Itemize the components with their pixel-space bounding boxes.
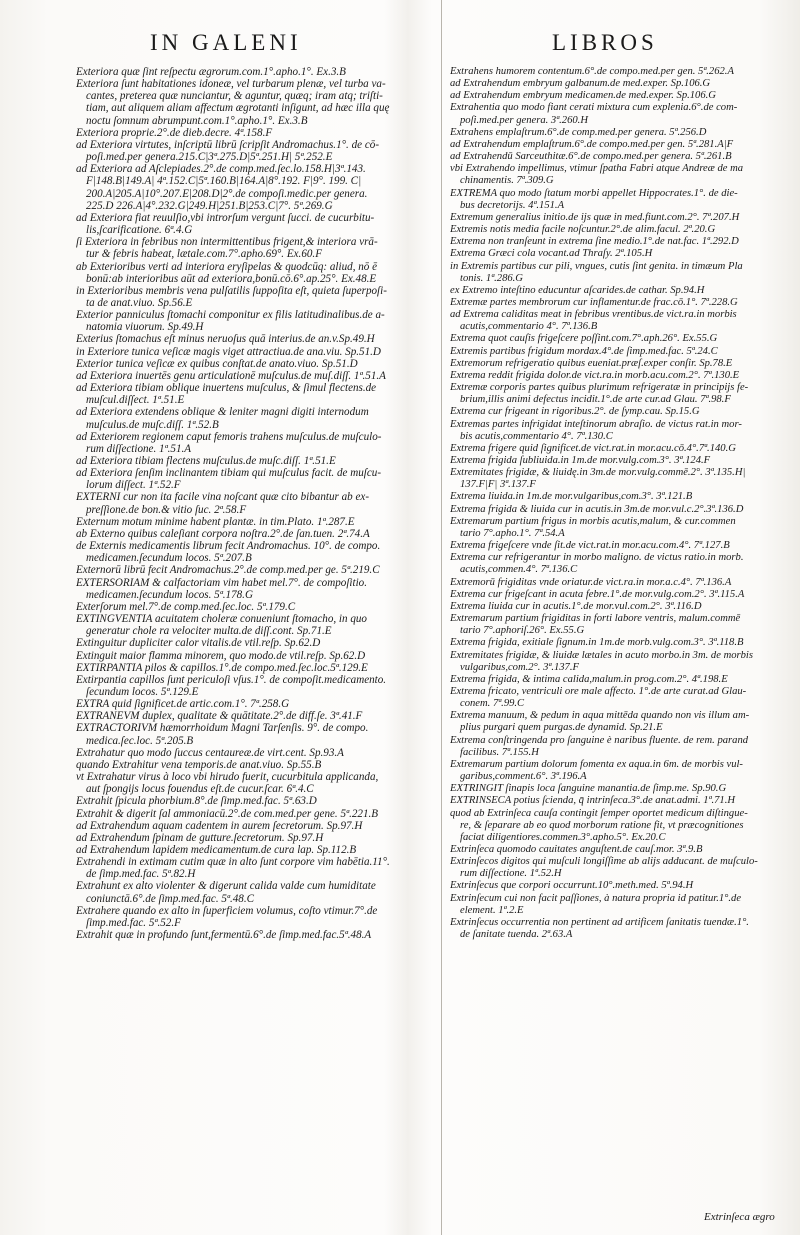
index-entry (450, 358, 788, 370)
index-column-right (450, 66, 788, 941)
index-entry (450, 516, 788, 540)
index-entry-line: Extrema frigida & liuida cur in acutis.in 3m.de mor.vul.c.2°.3ª.136.D (450, 503, 744, 515)
index-entry-line: EXTERSORIAM & calfactoriam vim habet mel.7°. de compoſitio. (76, 576, 367, 589)
index-entry-line: lis,ſcarificatione. 6ª.4.G (86, 224, 193, 237)
index-entry (450, 577, 788, 589)
index-entry-line: Extrahatur quo modo ſuccus centaureæ.de virt.cent. Sp.93.A (76, 746, 344, 759)
index-entry-line: noctu ſomnum abrumpunt.com.1°.apho.1°. Ex.3.B (86, 114, 308, 127)
index-entry-line: tario 7°.apho.1°. 7ª.54.A (460, 527, 565, 539)
index-entry-line: Extrahens humorem contentum.6°.de compo.med.per gen. 5ª.262.A (450, 66, 734, 77)
index-entry (76, 382, 431, 406)
index-entry (76, 309, 431, 333)
index-entry (450, 880, 788, 892)
index-entry-line: de ſimp.med.fac. 5ª.82.H (86, 868, 196, 881)
index-entry-line: 200.A|205.A|10°.207.E|208.D|2°.de compoſi.medic.per genera. (86, 187, 368, 200)
index-entry-line: Extremarum partium dolorum fomenta ex aqua.in 6m. de morbis vul- (450, 758, 743, 770)
index-entry-line: plius purgari quem purgas.de dynamid. Sp.21.E (460, 722, 663, 734)
index-entry (450, 589, 788, 601)
index-entry-line: 137.F|F| 3ª.137.F (460, 479, 536, 491)
index-entry (76, 528, 431, 540)
index-entry-line: vt Extrahatur virus à loco vbi hirudo fuerit, cucurbitula applicanda, (76, 771, 379, 784)
index-entry (76, 613, 431, 637)
index-entry (76, 467, 431, 491)
index-entry (450, 455, 788, 467)
index-entry-line: Extremarum partium frigus in morbis acutis,malum, & cur.commen (450, 515, 736, 527)
index-entry-line: Exterius ſtomachus eſt minus neruoſus quā interius.de an.v.Sp.49.H (76, 333, 375, 346)
index-entry-line: ad Extrahendum emplaſtrum.6°.de compo.med.per gen. 5ª.281.A|F (450, 138, 734, 150)
index-entry (450, 382, 788, 406)
index-entry (450, 491, 788, 503)
index-entry-line: poſi.med.per genera.215.C|3ª.275.D|5ª.251.H| 5ª.252.E (86, 151, 333, 164)
index-entry (450, 127, 788, 139)
index-entry-line: bis acutis,commentario 4°. 7ª.130.C (460, 430, 613, 442)
index-entry-line: acutis,commentario 4°. 7ª.136.B (460, 321, 598, 333)
index-entry-line: EXTRINSECA potius ſcienda, q̄ intrinſeca.3°.de anat.admi. 1ª.71.H (450, 795, 736, 807)
index-entry-line: quando Extrahitur vena temporis.de anat.viuo. Sp.55.B (76, 758, 322, 771)
index-entry-line: ad Exteriorem regionem caput femoris trahens muſculus.de muſculo- (76, 430, 382, 443)
index-entry-line: Extrema Græci cola vocant.ad Thraſy. 2ª.105.H (450, 248, 653, 260)
index-entry-line: ab Exterioribus verti ad interiora eryſipelas & quodcūq: aliud, nō ē (76, 260, 378, 273)
index-entry (450, 613, 788, 637)
index-entry (76, 771, 431, 795)
index-entry-line: ad Extrahendum lapidem medicamentum.de cura lap. Sp.112.B (76, 844, 357, 856)
index-entry-line: Exterior tunica veſicæ ex quibus conſtat.de anato.viuo. Sp.51.D (76, 357, 358, 370)
index-entry (450, 309, 788, 333)
index-entry (76, 880, 431, 904)
index-entry-line: cantes, preterea quæ nunciantur, & aguntur, quæq; iram atq; triſti- (86, 90, 383, 103)
index-entry (450, 90, 788, 102)
index-entry-line: EXTREMA quo modo ſtatum morbi appellet Hippocrates.1°. de die- (450, 187, 738, 199)
index-entry (76, 236, 431, 260)
index-entry (76, 856, 431, 880)
index-entry-line: Extrinſeca quomodo cauitates anguſtent.de cauſ.mor. 3ª.9.B (450, 844, 703, 855)
index-entry (450, 151, 788, 163)
index-entry-line: Extrema quot cauſis frigeſcere poſſint.com.7°.aph.26°. Ex.55.G (450, 333, 718, 345)
index-entry-line: EXTRACTORIVM hæmorrhoidum Magni Tarſenſis. 9°. de compo. (76, 722, 369, 735)
index-entry-line: re, & ſeparare ab eo quod morborum ratione fit, vt præcognitiones (460, 819, 744, 831)
index-entry-line: medicamen.ſecundum locos. 5ª.178.G (86, 588, 253, 601)
index-entry (450, 297, 788, 309)
index-entry (450, 261, 788, 285)
index-entry-line: ad Exteriora extendens oblique & leniter magni digiti internodum (76, 406, 369, 419)
index-entry-line: ad Exteriora tibiam flectens muſculus.de muſc.diſſ. 1ª.51.E (76, 455, 336, 467)
index-entry (450, 370, 788, 382)
index-entry (76, 747, 431, 759)
index-entry-line: ad Exteriora fiat reuulſio,vbi introrſum vergunt ſucci. de cucurbitu- (76, 211, 375, 224)
index-entry (76, 577, 431, 601)
index-entry (76, 832, 431, 844)
index-entry-line: facilibus. 7ª.155.H (460, 746, 539, 758)
index-entry (450, 163, 788, 187)
index-entry (76, 212, 431, 236)
index-entry-line: Extremitates frigidæ, & liuidę.in 3m.de mor.vulg.commē.2°. 3ª.135.H| (450, 467, 746, 479)
index-entry-line: tiam, aut aliquem aliam affectum ægrotanti inſigunt, ad hæc illa quę (86, 102, 390, 115)
index-entry-line: Extremas partes infrigidat inteſtinorum abraſio. de victus rat.in mor- (450, 418, 742, 430)
index-entry-line: tur & febris habeat, lætale.com.7°.apho.69°. Ex.60.F (86, 248, 322, 261)
index-entry-line: 225.D 226.A|4°.232.G|249.H|251.B|253.C|7°. 5ª.269.G (86, 199, 333, 212)
index-entry-line: garibus,comment.6°. 3ª.196.A (460, 771, 587, 783)
index-entry (450, 856, 788, 880)
index-entry-line: EXTRA quid ſignificet.de artic.com.1°. 7ª.258.G (76, 698, 290, 711)
index-entry-line: ad Exteriora ad Aſclepiades.2°.de comp.med.ſec.lo.158.H|3ª.143. (76, 163, 366, 176)
index-entry-line: Extremum generalius initio.de ijs quæ in med.fiunt.com.2°. 7ª.207.H (450, 211, 740, 223)
index-entry-line: medica.ſec.loc. 5ª.205.B (86, 734, 194, 747)
index-entry (450, 346, 788, 358)
index-entry (450, 783, 788, 795)
index-entry (450, 406, 788, 418)
index-entry-line: de ſanitate tuenda. 2ª.63.A (460, 929, 573, 941)
index-entry-line: ſimp.med.fac. 5ª.52.F (86, 916, 181, 929)
index-entry (76, 662, 431, 674)
index-entry-line: EXTERNI cur non ita facile vina noſcant quæ cito bibantur ab ex- (76, 491, 370, 504)
index-entry-line: ad Extrahendum embryum galbanum.de med.exper. Sp.106.G (450, 78, 711, 90)
index-entry-line: Extrema manuum, & pedum in aqua mittēda quando non vis illum am- (450, 710, 750, 722)
index-entry-line: de Externis medicamentis librum fecit Andromachus. 10°. de compo. (76, 540, 381, 553)
index-entry-line: chinamentis. 7ª.309.G (460, 175, 554, 187)
index-entry-line: aut ſpongijs locus fouendus eſt.de cucur.ſcar. 6ª.4.C (86, 783, 314, 796)
index-entry-line: Exteriora proprie.2°.de dieb.decre. 4ª.158.F (76, 126, 273, 139)
index-entry-line: Extrema cur refrigerantur in morbo maligno. de victus ratio.in morb. (450, 552, 744, 564)
index-entry-line: ad Extrahendum ſpinam de gutture.ſecretorum. Sp.97.H (76, 831, 324, 844)
index-entry (76, 431, 431, 455)
index-entry-line: Extrema cur frigeant in rigoribus.2°. de ſymp.cau. Sp.15.G (450, 406, 700, 418)
index-entry-line: rum diſſectione. 1ª.51.A (86, 442, 192, 455)
index-entry-line: generatur chole ra velociter multa.de diſſ.cont. Sp.71.E (86, 625, 332, 638)
index-entry-line: acutis,commen.4°. 7ª.136.C (460, 564, 578, 576)
index-entry-line: muſcul.diſſect. 1ª.51.E (86, 394, 185, 407)
index-entry-line: ad Extrema caliditas meat in febribus vrentibus.de vict.ra.in morbis (450, 309, 737, 321)
index-entry (76, 127, 431, 139)
index-entry-line: ab Externo quibus caleſiant corpora noſtra.2°.de ſan.tuen. 2ª.74.A (76, 527, 370, 540)
index-entry-line: Externum motum minime habent plantæ. in tim.Plato. 1ª.287.E (76, 515, 355, 528)
index-entry-line: rum diſſectione. 1ª.52.H (460, 868, 562, 880)
index-entry (76, 139, 431, 163)
index-entry (76, 285, 431, 309)
index-entry-line: Extrinſecus occurrentia non pertinent ad artificem ſanitatis tuendæ.1°. (450, 916, 749, 928)
index-entry (76, 601, 431, 613)
index-entry-line: ad Exteriora inuertēs genu articulationē muſculus.de muſ.diſſ. 1ª.51.A (76, 369, 386, 382)
index-entry-line: Extrahentia quo modo fiant cerati mixtura cum explenia.6°.de com- (450, 102, 738, 114)
index-entry (450, 686, 788, 710)
index-entry-line: Extremis notis media facile noſcuntur.2°.de alim.facul. 2ª.20.G (450, 224, 716, 236)
index-entry-line: Extrahit & digerit ſal ammoniacū.2°.de com.med.per gene. 5ª.221.B (76, 807, 379, 820)
index-entry-line: Extrahit ſpicula phorbium.8°.de ſimp.med.fac. 5ª.63.D (76, 795, 317, 808)
index-entry-line: conem. 7ª.99.C (460, 698, 525, 710)
index-entry (76, 929, 431, 941)
index-entry (76, 78, 431, 127)
index-entry (76, 346, 431, 358)
index-entry (450, 795, 788, 807)
index-entry-line: natomia viuorum. Sp.49.H (86, 321, 204, 334)
index-entry (76, 358, 431, 370)
index-entry (450, 650, 788, 674)
index-column-left (76, 66, 431, 941)
index-entry (76, 795, 431, 807)
index-entry-line: tonis. 1ª.286.G (460, 272, 523, 284)
index-entry (76, 698, 431, 710)
index-entry-line: muſculus.de muſc.diſſ. 1ª.52.B (86, 418, 219, 431)
index-entry (450, 552, 788, 576)
index-entry (450, 844, 788, 856)
index-entry-line: element. 1ª.2.E (460, 904, 524, 916)
index-entry-line: medicamen.ſecundum locos. 5ª.207.B (86, 552, 252, 565)
index-entry (450, 236, 788, 248)
index-entry (450, 285, 788, 297)
index-entry-line: bonū:ab interioribus aūt ad exteriora,bonū.cō.6°.ap.25°. Ex.48.E (86, 272, 377, 285)
index-entry (76, 261, 431, 285)
index-entry (450, 78, 788, 90)
index-entry (450, 710, 788, 734)
index-entry-line: Extrema frigida, & intima calida,malum.in prog.com.2°. 4ª.198.E (450, 673, 728, 685)
index-entry-line: Extrema frigida, exitiale ſignum.in 1m.de morb.vulg.com.3°. 3ª.118.B (450, 637, 744, 649)
index-entry-line: Exteriora quæ ſint reſpectu ægrorum.com.1°.apho.1°. Ex.3.B (76, 66, 346, 78)
index-entry-line: preſſione.de bon.& vitio ſuc. 2ª.58.F (86, 503, 247, 516)
index-entry-line: Extrema fricato, ventriculi ore male affecto. 1°.de arte curat.ad Glau- (450, 685, 747, 697)
index-entry-line: Extrinſecos digitos qui muſculi longiſſime ab alijs adducant. de muſculo- (450, 856, 758, 868)
index-entry-line: coniunctā.6°.de ſimp.med.fac. 5ª.48.C (86, 892, 255, 905)
index-entry (76, 163, 431, 212)
index-entry (76, 66, 431, 78)
index-entry-line: Extremorū frigiditas vnde oriatur.de vict.ra.in mor.a.c.4°. 7ª.136.A (450, 576, 732, 588)
index-entry-line: ad Extrahendum embryum medicamen.de med.exper. Sp.106.G (450, 90, 716, 102)
index-entry-line: Extrahendi in extimam cutim quæ in alto ſunt corpore vim habētia.11°. (76, 856, 390, 869)
index-entry-line: brium,illis animi defectus incidit.1°.de arte cur.ad Glau. 7ª.98.F (460, 394, 731, 406)
index-entry-line: Extremarum partium frigiditas in forti labore ventris, malum.commē (450, 613, 741, 625)
index-entry-line: EXTIRPANTIA pilos & capillos.1°.de compo.med.ſec.loc.5ª.129.E (76, 661, 368, 674)
index-entry (76, 370, 431, 382)
index-entry-line: Extrema liuida.in 1m.de mor.vulgaribus,com.3°. 3ª.121.B (450, 491, 693, 503)
index-entry-line: poſi.med.per genera. 3ª.260.H (460, 114, 588, 126)
index-entry (450, 102, 788, 126)
index-entry (450, 637, 788, 649)
index-entry-line: Extrema cur frigeſcant in acuta febre.1°.de mor.vulg.com.2°. 3ª.115.A (450, 588, 745, 600)
index-entry-line: EXTRANEVM duplex, qualitate & quātitate.2°.de diff.ſe. 3ª.41.F (76, 710, 363, 723)
index-entry-line: lorum diſſect. 1ª.52.F (86, 479, 181, 492)
index-entry (450, 504, 788, 516)
index-entry (450, 601, 788, 613)
index-entry (450, 139, 788, 151)
index-entry (450, 759, 788, 783)
index-entry (450, 443, 788, 455)
index-entry-line: Extrema frigere quid ſignificet.de vict.rat.in mor.acu.cō.4°.7ª.140.G (450, 442, 736, 454)
index-entry (450, 674, 788, 686)
index-entry-line: vbi Extrahendo impellimus, vtimur ſpatha Fabri atque Andreæ de ma (450, 163, 744, 175)
index-entry (450, 66, 788, 78)
gutter-line (441, 0, 442, 1235)
index-entry (76, 710, 431, 722)
index-entry (76, 808, 431, 820)
index-entry (450, 224, 788, 236)
index-entry (76, 820, 431, 832)
index-entry-line: ex Extremo inteſtino educuntur aſcarides.de cathar. Sp.94.H (450, 284, 705, 296)
index-entry-line: vulgaribus,com.2°. 3ª.137.F (460, 661, 579, 673)
index-entry (450, 467, 788, 491)
index-entry (76, 406, 431, 430)
index-entry-line: Exteriora ſunt habitationes idoneæ, vel turbarum plenæ, vel turba va- (76, 78, 386, 91)
index-entry-line: Extirpantia capillos ſunt periculoſi vſus.1°. de compoſit.medicamento. (76, 673, 387, 686)
index-entry-line: Extinguit maior flamma minorem, quo modo.de vtil.reſp. Sp.62.D (76, 649, 366, 662)
index-entry (76, 905, 431, 929)
index-entry-line: Extrema frigida ſubliuida.in 1m.de mor.vulg.com.3°. 3ª.124.F (450, 455, 711, 466)
index-entry (76, 674, 431, 698)
index-entry-line: Extrahit quæ in profundo ſunt,fermentū.6°.de ſimp.med.fac.5ª.48.A (76, 929, 372, 942)
index-entry-line: in Exterioribus membris vena pulſatilis ſuppoſita eſt, quieta ſuperpoſi- (76, 284, 387, 297)
index-entry (450, 735, 788, 759)
index-entry (450, 540, 788, 552)
running-header-left: IN GALENI (150, 30, 302, 55)
index-entry (76, 650, 431, 662)
index-entry-line: Externorū librū fecit Andromachus.2°.de comp.med.per ge. 5ª.219.C (76, 564, 380, 577)
index-entry (76, 540, 431, 564)
index-entry-line: Extremis partibus frigidum mordax.4°.de ſimp.med.fac. 5ª.24.C (450, 345, 718, 357)
index-entry-line: Extremæ partes membrorum cur inflamentur.de frac.cō.1°. 7ª.228.G (450, 296, 738, 308)
index-entry (76, 637, 431, 649)
index-entry-line: Extrahere quando ex alto in ſuperficiem volumus, coſto vtimur.7°.de (76, 904, 378, 917)
index-entry-line: Extrinſecus que corpori occurrunt.10°.meth.med. 5ª.94.H (450, 880, 694, 892)
index-entry-line: ſi Exteriora in febribus non intermittentibus frigent,& interiora vrā- (76, 236, 378, 249)
index-entry (76, 564, 431, 576)
index-entry (450, 808, 788, 844)
index-entry-line: faciat diligentiores.commen.3°.apho.5°. Ex.20.C (460, 831, 666, 843)
index-entry (76, 759, 431, 771)
index-entry-line: ad Exteriora virtutes, inſcriptū librū ſcripſit Andromachus.1°. de cō- (76, 138, 380, 151)
index-entry (450, 212, 788, 224)
index-entry-line: ſecundum locos. 5ª.129.E (86, 685, 199, 698)
index-entry-line: ta de anat.viuo. Sp.56.E (86, 296, 193, 309)
index-entry (76, 722, 431, 746)
index-entry-line: Extrema conſtringenda pro ſanguine è naribus fluente. de rem. parand (450, 734, 749, 746)
index-entry-line: Extrema reddit frigida dolor.de vict.ra.in morb.acu.com.2°. 7ª.130.E (450, 369, 740, 381)
index-entry-line: in Exteriore tunica veſicæ magis viget attractiua.de ana.viu. Sp.51.D (76, 345, 381, 358)
index-entry (450, 893, 788, 917)
index-entry-line: Extremorum refrigeratio quibus eueniat.præſ.exper conſir. Sp.78.E (450, 357, 733, 369)
catchword: Extrinſeca ægro (704, 1211, 775, 1223)
index-entry-line: Exterior panniculus ſtomachi componitur ex filis latitudinalibus.de a- (76, 309, 385, 322)
index-entry-line: Extremæ corporis partes quibus plurimum refrigeratæ in principijs fe- (450, 382, 749, 394)
index-entry-line: quod ab Extrinſeca cauſa contingit ſemper oportet medicum diſtingue- (450, 807, 748, 819)
index-entry-line: Extrinſecum cui non facit paſſiones, à natura propria id patitur.1°.de (450, 892, 742, 904)
index-entry-line: EXTINGVENTIA acuitatem choleræ conueniunt ſtomacho, in quo (76, 613, 367, 626)
index-entry-line: tario 7°.aphoriſ.26°. Ex.55.G (460, 625, 585, 637)
index-entry (450, 248, 788, 260)
index-entry-line: Extremitates frigidæ, & liuidæ lætales in acuto morbo.in 3m. de morbis (450, 649, 753, 661)
index-entry-line: Extrahens emplaſtrum.6°.de comp.med.per genera. 5ª.256.D (450, 126, 707, 138)
index-entry (450, 917, 788, 941)
index-entry-line: F|148.B|149.A| 4ª.152.C|5ª.160.B|164.A|8°.192. F|9°. 199. C| (86, 175, 362, 188)
index-entry (450, 188, 788, 212)
index-entry-line: Extrema frigeſcere vnde ſit.de vict.rat.in mor.acu.com.4°. 7ª.127.B (450, 540, 730, 552)
index-entry (76, 516, 431, 528)
index-entry-line: Extrema liuida cur in acutis.1°.de mor.vul.com.2°. 3ª.116.D (450, 600, 702, 612)
index-entry-line: ad Extrahendum aquam cadentem in aurem ſecretorum. Sp.97.H (76, 819, 363, 832)
running-header-right: LIBROS (552, 30, 658, 55)
index-entry (76, 333, 431, 345)
index-entry-line: ad Exteriora tibiam oblique inuertens muſculus, & ſimul flectens.de (76, 382, 377, 395)
index-entry-line: ad Extrahendū Sarceuthitæ.6°.de compo.med.per genera. 5ª.261.B (450, 151, 732, 163)
index-entry-line: bus decretorijs. 4ª.151.A (460, 199, 565, 211)
index-entry (76, 844, 431, 856)
index-entry-line: Extinguitur dupliciter calor vitalis.de vtil.reſp. Sp.62.D (76, 637, 321, 650)
index-entry-line: in Extremis partibus cur pili, vngues, cutis ſint genita. in timæum Pla (450, 260, 743, 272)
index-entry (450, 419, 788, 443)
index-entry-line: Exterſorum mel.7°.de comp.med.ſec.loc. 5ª.179.C (76, 600, 296, 613)
index-entry-line: Extrahunt ex alto violenter & digerunt calida valde cum humiditate (76, 880, 376, 893)
index-entry-line: EXTRINGIT ſinapis loca ſanguine manantia.de ſimp.me. Sp.90.G (450, 783, 727, 795)
index-entry (76, 491, 431, 515)
index-entry-line: Extrema non tranſeunt in extrema ſine medio.1°.de nat.fac. 1ª.292.D (450, 236, 739, 248)
index-entry-line: ad Exteriora ſenſim inclinantem tibiam qui muſculus facit. de muſcu- (76, 467, 382, 480)
index-entry (76, 455, 431, 467)
index-entry (450, 333, 788, 345)
